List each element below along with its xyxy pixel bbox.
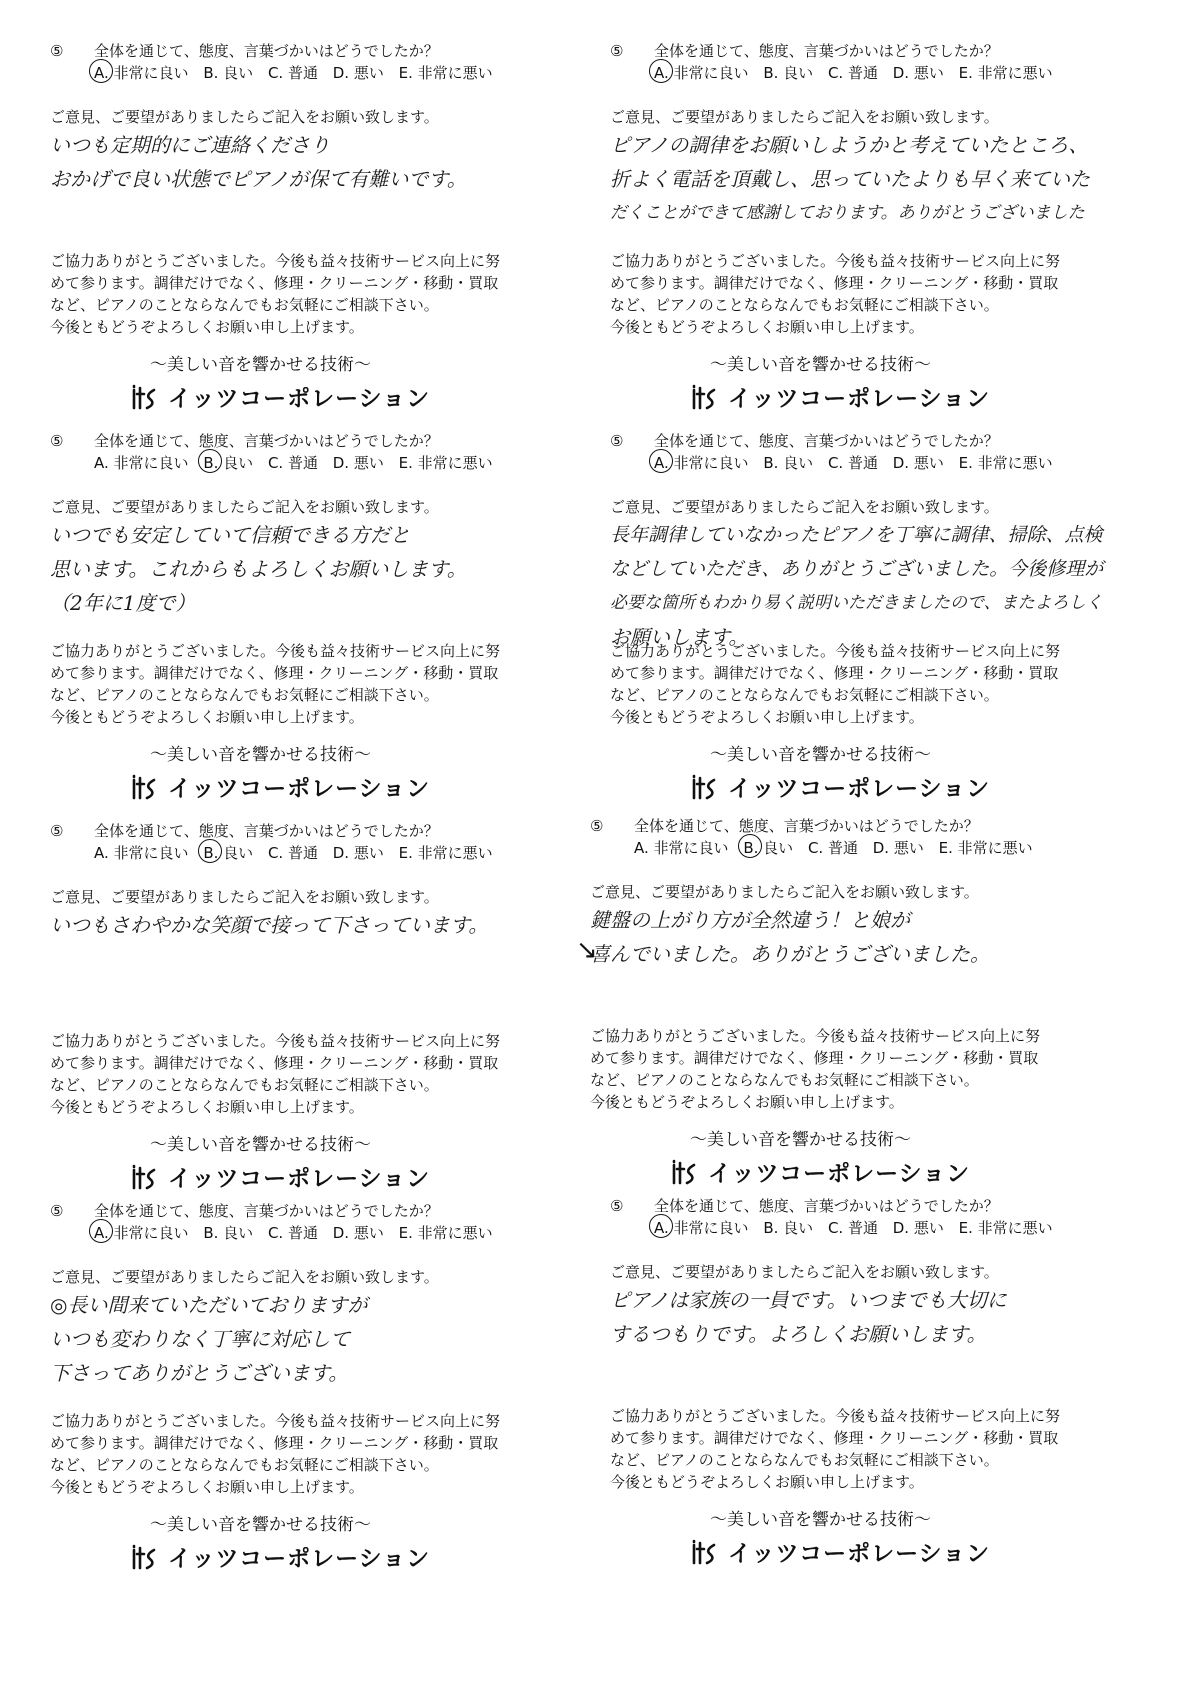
closing-line: ご協力ありがとうございました。今後も益々技術サービス向上に努	[590, 1027, 1041, 1045]
option-c: C. 普通	[267, 844, 318, 862]
closing-line: めて参ります。調律だけでなく、修理・クリーニング・移動・買取	[50, 664, 499, 682]
question-number: ⑤	[50, 432, 64, 450]
option-e: E. 非常に悪い	[398, 1224, 493, 1242]
rating-options	[94, 62, 503, 83]
slogan: 〜美しい音を響かせる技術〜	[150, 745, 371, 765]
closing-line: めて参ります。調律だけでなく、修理・クリーニング・移動・買取	[50, 274, 499, 292]
closing-line: 今後ともどうぞよろしくお願い申し上げます。	[610, 318, 924, 336]
option-b: B. 良い	[203, 1224, 254, 1242]
comment-line: おかげで良い状態でピアノが保て有難いです。	[50, 167, 467, 191]
option-a: A. 非常に良い	[94, 64, 189, 82]
closing-line: など、ピアノのことならなんでもお気軽にご相談下さい。	[50, 1076, 439, 1094]
closing-line: 今後ともどうぞよろしくお願い申し上げます。	[50, 1478, 364, 1496]
request-prompt: ご意見、ご要望がありましたらご記入をお願い致します。	[50, 888, 439, 906]
company-logo	[130, 380, 430, 413]
comment-line: ピアノは家族の一員です。いつまでも大切に	[610, 1288, 1007, 1312]
handwritten-comment	[50, 908, 550, 942]
closing-line: など、ピアノのことならなんでもお気軽にご相談下さい。	[610, 296, 999, 314]
question	[50, 430, 439, 451]
comment-line: 思います。これからもよろしくお願いします。	[50, 557, 467, 581]
option-c: C. 普通	[827, 64, 878, 82]
question-text: 全体を通じて、態度、言葉づかいはどうでしたか？	[654, 42, 999, 60]
survey-card-1	[50, 40, 570, 420]
option-b: B. 良い	[743, 839, 794, 857]
option-a: A. 非常に良い	[94, 844, 189, 862]
closing-line: など、ピアノのことならなんでもお気軽にご相談下さい。	[610, 686, 999, 704]
question	[50, 1200, 439, 1221]
option-d: D. 悪い	[332, 64, 384, 82]
request-prompt: ご意見、ご要望がありましたらご記入をお願い致します。	[50, 108, 439, 126]
logo-mark-icon	[690, 1537, 720, 1567]
closing-message	[50, 640, 550, 728]
closing-line: 今後ともどうぞよろしくお願い申し上げます。	[50, 318, 364, 336]
rating-options	[654, 452, 1063, 473]
option-a: A. 非常に良い	[654, 64, 749, 82]
closing-message	[50, 1030, 550, 1118]
option-d: D. 悪い	[332, 454, 384, 472]
question-number: ⑤	[50, 42, 64, 60]
closing-line: ご協力ありがとうございました。今後も益々技術サービス向上に努	[610, 252, 1061, 270]
comment-line: いつもさわやかな笑顔で接って下さっています。	[50, 913, 489, 937]
option-e: E. 非常に悪い	[938, 839, 1033, 857]
logo-mark-icon	[130, 1542, 160, 1572]
slogan: 〜美しい音を響かせる技術〜	[150, 355, 371, 375]
company-logo	[690, 770, 990, 803]
comment-line: ◎長い間来ていただいておりますが	[50, 1293, 368, 1317]
comment-line: （2年に1度で）	[50, 591, 196, 615]
handwritten-comment	[50, 1288, 550, 1390]
closing-line: 今後ともどうぞよろしくお願い申し上げます。	[50, 1098, 364, 1116]
logo-mark-icon	[130, 772, 160, 802]
closing-line: など、ピアノのことならなんでもお気軽にご相談下さい。	[610, 1451, 999, 1469]
handwritten-comment	[590, 903, 1090, 971]
slogan: 〜美しい音を響かせる技術〜	[710, 355, 931, 375]
option-d: D. 悪い	[892, 64, 944, 82]
question-text: 全体を通じて、態度、言葉づかいはどうでしたか？	[94, 822, 439, 840]
option-c: C. 普通	[267, 64, 318, 82]
closing-message	[610, 640, 1110, 728]
closing-line: めて参ります。調律だけでなく、修理・クリーニング・移動・買取	[590, 1049, 1039, 1067]
arrow-icon: ↘	[576, 935, 598, 965]
handwritten-comment	[610, 518, 1110, 654]
closing-line: ご協力ありがとうございました。今後も益々技術サービス向上に努	[50, 1412, 501, 1430]
option-a: A. 非常に良い	[634, 839, 729, 857]
closing-line: ご協力ありがとうございました。今後も益々技術サービス向上に努	[50, 252, 501, 270]
question	[50, 820, 439, 841]
slogan: 〜美しい音を響かせる技術〜	[710, 1510, 931, 1530]
company-name: イッツコーポレーション	[728, 1541, 991, 1567]
comment-line: 折よく電話を頂戴し、思っていたよりも早く来ていた	[610, 167, 1090, 191]
survey-card-6	[576, 815, 1110, 1195]
closing-message	[590, 1025, 1090, 1113]
rating-options	[634, 837, 1043, 858]
closing-line: ご協力ありがとうございました。今後も益々技術サービス向上に努	[610, 642, 1061, 660]
handwritten-comment	[50, 518, 550, 620]
survey-card-8	[610, 1195, 1130, 1575]
option-d: D. 悪い	[332, 1224, 384, 1242]
closing-message	[50, 1410, 550, 1498]
company-name: イッツコーポレーション	[728, 386, 991, 412]
handwritten-comment	[610, 128, 1110, 230]
closing-line: など、ピアノのことならなんでもお気軽にご相談下さい。	[50, 296, 439, 314]
survey-card-3	[50, 430, 570, 810]
question-number: ⑤	[610, 42, 624, 60]
question-text: 全体を通じて、態度、言葉づかいはどうでしたか？	[654, 1197, 999, 1215]
question-text: 全体を通じて、態度、言葉づかいはどうでしたか？	[94, 42, 439, 60]
option-e: E. 非常に悪い	[958, 64, 1053, 82]
question	[610, 1195, 999, 1216]
comment-line: 必要な箇所もわかり易く説明いただきましたので、またよろしく	[610, 593, 1103, 613]
option-c: C. 普通	[827, 1219, 878, 1237]
option-b: B. 良い	[203, 844, 254, 862]
closing-message	[610, 1405, 1110, 1493]
comment-line: だくことができて感謝しております。ありがとうございました	[610, 203, 1085, 223]
comment-line: 長年調律していなかったピアノを丁寧に調律、掃除、点検	[610, 524, 1103, 546]
comment-line: ピアノの調律をお願いしようかと考えていたところ、	[610, 133, 1089, 157]
comment-line: いつでも安定していて信頼できる方だと	[50, 523, 410, 547]
rating-options	[94, 842, 503, 863]
option-c: C. 普通	[267, 454, 318, 472]
handwritten-comment	[610, 1283, 1110, 1351]
request-prompt: ご意見、ご要望がありましたらご記入をお願い致します。	[610, 498, 999, 516]
comment-line: 鍵盤の上がり方が全然違う！と娘が	[590, 908, 910, 932]
company-name: イッツコーポレーション	[168, 1166, 431, 1192]
comment-line: いつも定期的にご連絡くださり	[50, 133, 330, 157]
closing-line: めて参ります。調律だけでなく、修理・クリーニング・移動・買取	[50, 1054, 499, 1072]
comment-line: などしていただき、ありがとうございました。今後修理が	[610, 558, 1104, 580]
request-prompt: ご意見、ご要望がありましたらご記入をお願い致します。	[590, 883, 979, 901]
option-c: C. 普通	[827, 454, 878, 472]
rating-options	[94, 1222, 503, 1243]
closing-line: めて参ります。調律だけでなく、修理・クリーニング・移動・買取	[50, 1434, 499, 1452]
question	[50, 40, 439, 61]
option-d: D. 悪い	[332, 844, 384, 862]
closing-line: ご協力ありがとうございました。今後も益々技術サービス向上に努	[610, 1407, 1061, 1425]
comment-line: いつも変わりなく丁寧に対応して	[50, 1327, 350, 1351]
comment-line: お願いします。	[610, 625, 749, 649]
request-prompt: ご意見、ご要望がありましたらご記入をお願い致します。	[50, 1268, 439, 1286]
question-text: 全体を通じて、態度、言葉づかいはどうでしたか？	[94, 432, 439, 450]
company-name: イッツコーポレーション	[168, 776, 431, 802]
closing-line: ご協力ありがとうございました。今後も益々技術サービス向上に努	[50, 642, 501, 660]
option-a: A. 非常に良い	[94, 454, 189, 472]
closing-line: など、ピアノのことならなんでもお気軽にご相談下さい。	[50, 686, 439, 704]
slogan: 〜美しい音を響かせる技術〜	[150, 1135, 371, 1155]
option-d: D. 悪い	[892, 454, 944, 472]
request-prompt: ご意見、ご要望がありましたらご記入をお願い致します。	[610, 108, 999, 126]
closing-line: めて参ります。調律だけでなく、修理・クリーニング・移動・買取	[610, 1429, 1059, 1447]
option-e: E. 非常に悪い	[398, 64, 493, 82]
rating-options	[94, 452, 503, 473]
logo-mark-icon	[690, 772, 720, 802]
question	[590, 815, 979, 836]
option-d: D. 悪い	[872, 839, 924, 857]
closing-line: めて参ります。調律だけでなく、修理・クリーニング・移動・買取	[610, 274, 1059, 292]
company-name: イッツコーポレーション	[708, 1161, 971, 1187]
comment-line: するつもりです。よろしくお願いします。	[610, 1322, 987, 1346]
question-text: 全体を通じて、態度、言葉づかいはどうでしたか？	[634, 817, 979, 835]
option-c: C. 普通	[267, 1224, 318, 1242]
handwritten-comment	[50, 128, 550, 196]
company-logo	[130, 770, 430, 803]
company-name: イッツコーポレーション	[728, 776, 991, 802]
slogan: 〜美しい音を響かせる技術〜	[710, 745, 931, 765]
company-logo	[130, 1540, 430, 1573]
closing-line: 今後ともどうぞよろしくお願い申し上げます。	[50, 708, 364, 726]
survey-card-5	[50, 820, 570, 1200]
option-e: E. 非常に悪い	[398, 454, 493, 472]
company-logo	[690, 380, 990, 413]
option-b: B. 良い	[203, 64, 254, 82]
option-b: B. 良い	[203, 454, 254, 472]
option-a: A. 非常に良い	[94, 1224, 189, 1242]
logo-mark-icon	[690, 382, 720, 412]
closing-line: 今後ともどうぞよろしくお願い申し上げます。	[610, 1473, 924, 1491]
question	[610, 430, 999, 451]
option-e: E. 非常に悪い	[398, 844, 493, 862]
survey-card-2	[610, 40, 1130, 420]
question-text: 全体を通じて、態度、言葉づかいはどうでしたか？	[94, 1202, 439, 1220]
logo-mark-icon	[130, 382, 160, 412]
company-logo	[130, 1160, 430, 1193]
survey-card-4	[610, 430, 1130, 810]
question-number: ⑤	[50, 1202, 64, 1220]
logo-mark-icon	[130, 1162, 160, 1192]
option-b: B. 良い	[763, 454, 814, 472]
logo-mark-icon	[670, 1157, 700, 1187]
closing-message	[50, 250, 550, 338]
closing-line: ご協力ありがとうございました。今後も益々技術サービス向上に努	[50, 1032, 501, 1050]
question-number: ⑤	[610, 1197, 624, 1215]
option-d: D. 悪い	[892, 1219, 944, 1237]
option-a: A. 非常に良い	[654, 1219, 749, 1237]
slogan: 〜美しい音を響かせる技術〜	[690, 1130, 911, 1150]
comment-line: 喜んでいました。ありがとうございました。	[590, 942, 990, 966]
option-c: C. 普通	[807, 839, 858, 857]
closing-line: めて参ります。調律だけでなく、修理・クリーニング・移動・買取	[610, 664, 1059, 682]
rating-options	[654, 62, 1063, 83]
option-a: A. 非常に良い	[654, 454, 749, 472]
closing-line: 今後ともどうぞよろしくお願い申し上げます。	[590, 1093, 904, 1111]
comment-line: 下さってありがとうございます。	[50, 1361, 349, 1385]
survey-card-7	[50, 1200, 570, 1580]
company-logo	[690, 1535, 990, 1568]
option-e: E. 非常に悪い	[958, 1219, 1053, 1237]
request-prompt: ご意見、ご要望がありましたらご記入をお願い致します。	[50, 498, 439, 516]
company-name: イッツコーポレーション	[168, 386, 431, 412]
option-e: E. 非常に悪い	[958, 454, 1053, 472]
question-number: ⑤	[590, 817, 604, 835]
question-text: 全体を通じて、態度、言葉づかいはどうでしたか？	[654, 432, 999, 450]
rating-options	[654, 1217, 1063, 1238]
request-prompt: ご意見、ご要望がありましたらご記入をお願い致します。	[610, 1263, 999, 1281]
closing-message	[610, 250, 1110, 338]
question-number: ⑤	[50, 822, 64, 840]
company-logo	[670, 1155, 970, 1188]
option-b: B. 良い	[763, 1219, 814, 1237]
closing-line: など、ピアノのことならなんでもお気軽にご相談下さい。	[50, 1456, 439, 1474]
closing-line: など、ピアノのことならなんでもお気軽にご相談下さい。	[590, 1071, 979, 1089]
question	[610, 40, 999, 61]
option-b: B. 良い	[763, 64, 814, 82]
question-number: ⑤	[610, 432, 624, 450]
company-name: イッツコーポレーション	[168, 1546, 431, 1572]
slogan: 〜美しい音を響かせる技術〜	[150, 1515, 371, 1535]
closing-line: 今後ともどうぞよろしくお願い申し上げます。	[610, 708, 924, 726]
